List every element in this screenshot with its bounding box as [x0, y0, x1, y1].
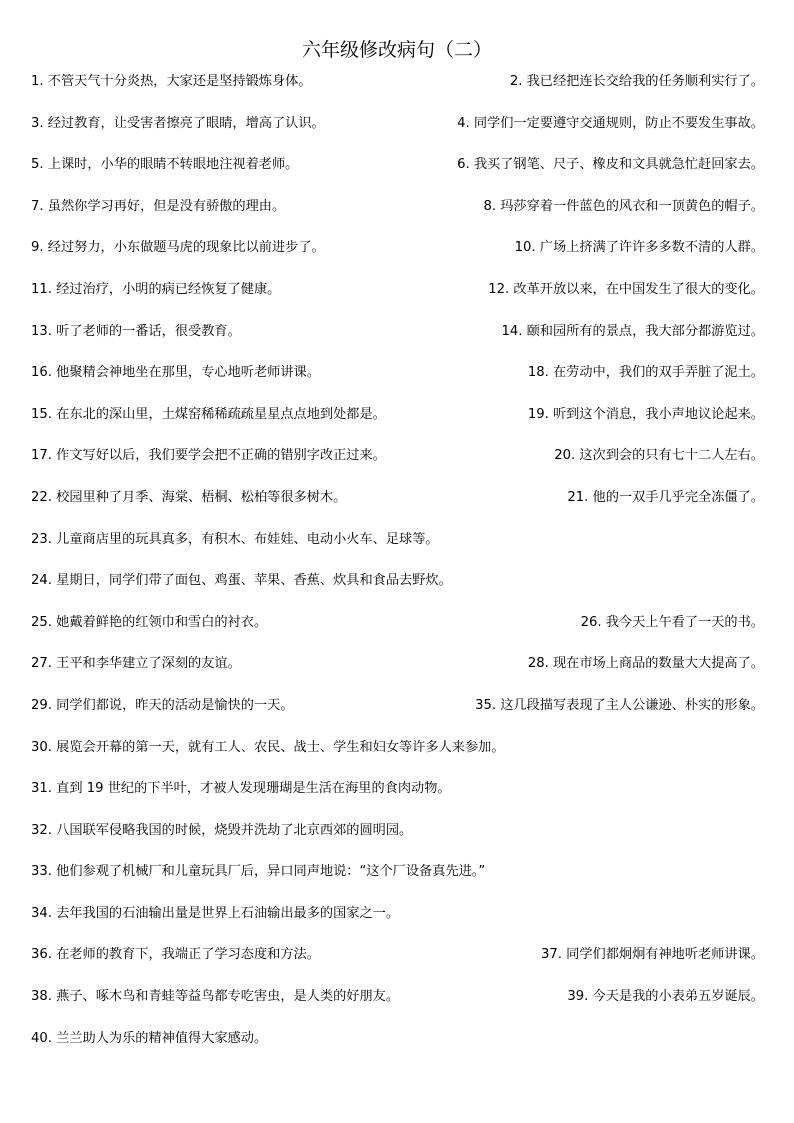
sentence-row	[0, 278, 794, 320]
sentence-row	[0, 236, 794, 278]
sentence-item: 40. 兰兰助人为乐的精神值得大家感动。	[31, 1030, 268, 1046]
sentence-item: 15. 在东北的深山里，土煤窑稀稀疏疏星星点点地到处都是。	[31, 406, 386, 422]
sentence-item: 9. 经过努力，小东做题马虎的现象比以前进步了。	[31, 240, 325, 256]
sentence-item: 17. 作文写好以后，我们要学会把不正确的错别字改正过来。	[31, 448, 386, 464]
sentence-item: 33. 他们参观了机械厂和儿童玩具厂后，异口同声地说：“这个厂设备真先进。”	[31, 864, 486, 880]
sentence-item: 39. 今天是我的小表弟五岁诞辰。	[567, 989, 764, 1005]
sentence-item: 38. 燕子、啄木鸟和青蛙等益鸟都专吃害虫，是人类的好朋友。	[31, 989, 400, 1005]
sentence-row	[0, 777, 794, 819]
sentence-item: 4. 同学们一定要遵守交通规则，防止不要发生事故。	[457, 115, 764, 131]
sentence-item: 37. 同学们都炯炯有神地听老师讲课。	[541, 947, 764, 963]
sentence-row	[0, 569, 794, 611]
sentence-item: 10. 广场上挤满了许许多多数不清的人群。	[514, 240, 764, 256]
sentence-item: 5. 上课时，小华的眼睛不转眼地注视着老师。	[31, 157, 299, 173]
sentence-item: 12. 改革开放以来，在中国发生了很大的变化。	[488, 281, 764, 297]
sentence-row	[0, 694, 794, 736]
sentence-row	[0, 1027, 794, 1069]
sentence-item: 27. 王平和李华建立了深刻的友谊。	[31, 656, 241, 672]
sentence-row	[0, 736, 794, 778]
sentence-row	[0, 320, 794, 362]
sentence-row	[0, 819, 794, 861]
sentence-row	[0, 652, 794, 694]
sentence-item: 22. 校园里种了月季、海棠、梧桐、松柏等很多树木。	[31, 489, 347, 505]
sentence-item: 34. 去年我国的石油输出量是世界上石油输出最多的国家之一。	[31, 905, 400, 921]
sentence-item: 2. 我已经把连长交给我的任务顺利实行了。	[509, 74, 764, 89]
sentence-item: 31. 直到 19 世纪的下半叶，才被人发现珊瑚是生活在海里的食肉动物。	[31, 781, 451, 797]
sentence-row	[0, 902, 794, 944]
sentence-row	[0, 444, 794, 486]
sentence-row	[0, 361, 794, 403]
sentence-item: 35. 这几段描写表现了主人公谦逊、朴实的形象。	[475, 697, 764, 713]
sentence-row	[0, 112, 794, 154]
page-title: 六年级修改病句（二）	[301, 39, 492, 61]
sentence-item: 6. 我买了钢笔、尺子、橡皮和文具就急忙赶回家去。	[457, 157, 764, 173]
sentence-item: 11. 经过治疗，小明的病已经恢复了健康。	[31, 281, 281, 297]
sentence-item: 7. 虽然你学习再好，但是没有骄傲的理由。	[31, 198, 286, 214]
sentence-row	[0, 611, 794, 653]
sentence-item: 14. 颐和园所有的景点，我大部分都游览过。	[501, 323, 764, 339]
sentence-row	[0, 153, 794, 195]
sentence-row	[0, 403, 794, 445]
sentence-item: 32. 八国联军侵略我国的时候，烧毁并洗劫了北京西郊的圆明园。	[31, 822, 413, 838]
sentence-row	[0, 528, 794, 570]
sentence-item: 28. 现在市场上商品的数量大大提高了。	[527, 656, 764, 672]
sentence-item: 23. 儿童商店里的玩具真多，有积木、布娃娃、电动小火车、足球等。	[31, 531, 439, 547]
sentence-row	[0, 70, 794, 112]
sentence-item: 21. 他的一双手几乎完全冻僵了。	[567, 489, 764, 505]
sentence-item: 13. 听了老师的一番话，很受教育。	[31, 323, 241, 339]
sentence-item: 36. 在老师的教育下，我端正了学习态度和方法。	[31, 947, 320, 963]
sentence-item: 8. 玛莎穿着一件蓝色的风衣和一顶黄色的帽子。	[483, 198, 764, 214]
sentence-item: 16. 他聚精会神地坐在那里，专心地听老师讲课。	[31, 365, 320, 381]
sentence-item: 26. 我今天上午看了一天的书。	[580, 614, 764, 630]
sentence-item: 24. 星期日，同学们带了面包、鸡蛋、苹果、香蕉、炊具和食品去野炊。	[31, 573, 452, 589]
sentence-item: 18. 在劳动中，我们的双手弄脏了泥土。	[527, 365, 764, 381]
sentence-list	[0, 70, 794, 1068]
sentence-row	[0, 985, 794, 1027]
sentence-row	[0, 860, 794, 902]
sentence-row	[0, 943, 794, 985]
sentence-row	[0, 195, 794, 237]
sentence-row	[0, 486, 794, 528]
sentence-item: 19. 听到这个消息，我小声地议论起来。	[527, 406, 764, 422]
sentence-item: 20. 这次到会的只有七十二人左右。	[554, 448, 764, 464]
sentence-item: 29. 同学们都说，昨天的活动是愉快的一天。	[31, 697, 294, 713]
sentence-item: 30. 展览会开幕的第一天，就有工人、农民、战士、学生和妇女等许多人来参加。	[31, 739, 505, 755]
sentence-item: 3. 经过教育，让受害者擦亮了眼睛，增高了认识。	[31, 115, 325, 131]
sentence-item: 25. 她戴着鲜艳的红领巾和雪白的衬衣。	[31, 614, 268, 630]
sentence-item: 1. 不管天气十分炎热，大家还是坚持锻炼身体。	[31, 74, 312, 89]
